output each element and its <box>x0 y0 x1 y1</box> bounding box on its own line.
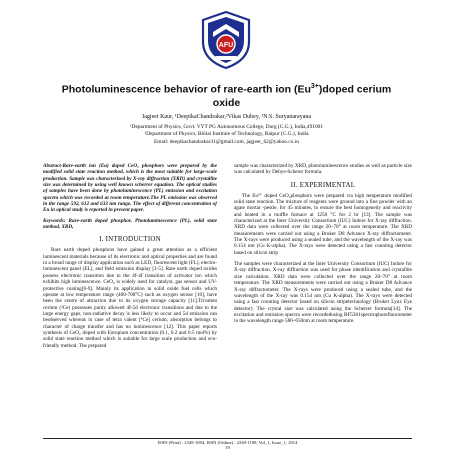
page-footer <box>43 440 412 451</box>
left-column <box>43 163 217 433</box>
author-list: Jagjeet Kaur, ¹DeepikaChandrakar,²Vikas Dubey, ¹N.S. Suryanarayana <box>141 114 312 120</box>
affiliations <box>30 124 423 146</box>
title-line1-after: )doped cerium <box>318 83 392 96</box>
title-line2: oxide <box>212 96 241 109</box>
introduction-paragraph: Rare earth doped phosphors have gained a great attention as a efficient luminescent materials because of its electronic and optical properties and are found in a broad range of display application such as LED, fluorescent light (FL), electro-luminescent panel (EL), and field emission display [1-5]. Rare earth doped oxides possess electronic transition due to the 4f-4f transition of activator ion which exhibits high luminescence. CeO₂ is widely used for catalyst, gas sensor and UV-protective coating[6-9]. Mainly its application in solid oxide fuel cells which operate at low temperature range (400-700°C) such as oxygen sensor [10], have been the centre of attraction due to its oxygen storage capacity [11].Trivalent cerium (³Ce) possesses parity allowed 4f-5d electronic transitions and due to the large energy gaps, non-radiative decay is less likely to occur and 5d emission can beobserved whereas in case of tetra valent [⁴Ce] cerium, absorption belongs to character of charge transfer and has no luminescence [12]. This paper reports synthesis of CeO₂ doped with Europium concentration (0.1, 0.2 and 0.5 mol%) by solid state reaction method which is suitable for large scale production and eco-friendly method. The prepared <box>43 247 217 349</box>
journal-logo <box>199 10 253 70</box>
title-superscript: 3+ <box>310 83 319 90</box>
section-heading-experimental: II. EXPERIMENTAL <box>290 180 356 189</box>
footer-rule <box>43 438 412 439</box>
keywords: Keywords: Rare-earth doped phosphor, Photoluminescence (PL), solid state method, XRD, <box>43 217 217 231</box>
section-heading-introduction: I. INTRODUCTION <box>99 235 161 244</box>
paper-title <box>30 80 423 110</box>
emblem-base-icon <box>215 56 237 60</box>
abstract: Abstract-Rare-earth ion (Eu) doped CeO₂ phosphors were prepared by the modified solid state reaction method, which is the most suitable for large-scale production. Sample was characterized by X-ray diffraction (XRD) and crystallite size was determined by using well known scherrer equation. The optical studies of samples have been done by photoluminescence (PL) emission and excitation spectra which was recorded at room temperature.The PL emission was observed in the range 592, 612 and 633 nm range. The effect of different concentration of Eu in optical study is reported in present paper. <box>43 163 217 214</box>
author-emails[interactable]: Email: deepikachandrakar31@gmail.com, jagjeet_62@yahoo.co.in <box>154 138 299 145</box>
page-number: 19 <box>225 445 230 451</box>
affiliation-1: ¹Department of Physics, Govt. VYT PG Autonomous College, Durg (C.G.), India,491001 <box>129 124 324 130</box>
experimental-paragraph-2: The samples were characterized at the Inter University Consortium (IUC) Indore for X-ray diffraction. X-ray diffraction was used for phase identification and crystallite size calculation. XRD data were collected over the range 20–70° at room temperature. The XRD measurements were carried out using a Bruker D8 Advance X-ray diffractometer. The X-rays were produced using a sealed tube, and the wavelength of the X-ray was 0.154 nm (Cu K-alpha). The X-rays were detected using a fast counting detector based on silicon stripetechnology (Bruker Lynx Eye detector). The crystal size was calculated using the Scherrer formula[14]. The excitation and emission spectra were recordedusing RF5301spectrophotofluorometer in the wavelength range 580–650nm at room temperature. <box>234 261 412 325</box>
title-line1-before: Photoluminescence behavior of rare-earth ion (Eu <box>61 83 311 96</box>
introduction-continuation: sample was characterized by XRD, photoluminescence studies as well as particle size was calculated by Debye-Scherer formula. <box>234 163 412 176</box>
right-column <box>234 163 412 433</box>
affiliation-2: ²Department of Physics, Bhilai Institute of Technology, Raipur (C.G.), India <box>144 131 309 138</box>
logo-caption: AFU <box>218 42 234 49</box>
experimental-paragraph-1: The Eu³⁺ doped CeO₂phosphors were prepared via high temperature modified solid state reaction. The mixture of reagents were ground into a fine powder with an agate mortar -pestle, for 45 minutes, to ensure the best homogeneity and reactivity and heated in a muffle furnace at 1250 °C for 2 hr [13]. The sample was characterized at the Inter University Consortium (IUC) Indore for X-ray diffraction. XRD data were collected over the range 20–70° at room temperature. The XRD measurements were carried out using a Bruker D8 Advance X-ray diffractometer. The X-rays were produced using a sealed tube, and the wavelength of the X-ray was 0.154 nm (Cu K-alpha). The X-rays were detected using a fast counting detector based on silicon strip <box>234 192 412 256</box>
issn-line: ISSN (Print) : 2349-1094, ISSN (Online) : 2349-1108, Vol_1, Issue_1, 2014 <box>157 440 298 445</box>
